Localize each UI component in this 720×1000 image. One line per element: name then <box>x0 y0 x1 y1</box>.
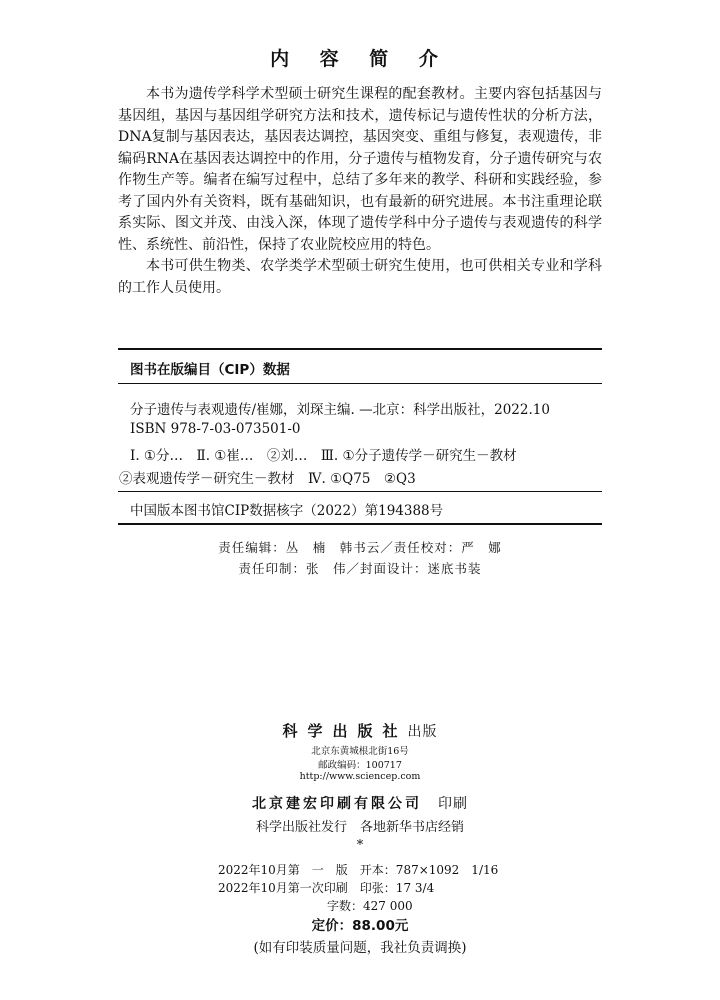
publisher-action: 出版 <box>407 724 438 740</box>
cip-heading: 图书在版编目（CIP）数据 <box>130 362 290 378</box>
printing-line: 2022年10月第一次印刷 印张：17 3/4 <box>218 881 435 895</box>
publisher-address: 北京东黄城根北街16号 <box>311 746 409 757</box>
distribution-line: 科学出版社发行 各地新华书店经销 <box>255 820 464 835</box>
word-count: 字数：427 000 <box>327 899 413 913</box>
printer-action: 印刷 <box>438 796 468 812</box>
cip-classification: Ⅰ. ①分… Ⅱ. ①崔… ②刘… Ⅲ. ①分子遗传学－研究生－教材 <box>130 448 517 464</box>
divider <box>118 348 602 350</box>
cip-entry: 分子遗传与表观遗传/崔娜，刘琛主编. —北京：科学出版社，2022.10 <box>130 402 550 418</box>
printer-line <box>0 790 720 813</box>
divider <box>118 491 602 492</box>
intro-paragraph: 本书可供生物类、农学类学术型硕士研究生使用，也可供相关专业和学科的工作人员使用。 <box>118 258 602 296</box>
editor-credits: 责任编辑：丛 楠 韩书云／责任校对：严 娜 <box>218 540 502 555</box>
publisher-line <box>0 720 720 741</box>
separator-star: * <box>356 838 364 853</box>
cip-classification: ②表观遗传学－研究生－教材 Ⅳ. ①Q75 ②Q3 <box>119 471 416 487</box>
price: 定价：88.00元 <box>311 918 409 934</box>
cip-isbn: ISBN 978-7-03-073501-0 <box>130 421 301 437</box>
printer-name: 北京建宏印刷有限公司 <box>251 796 422 812</box>
intro-paragraph: 本书为遗传学科学术型硕士研究生课程的配套教材。主要内容包括基因与基因组，基因与基因组学研究方法和技术，遗传标记与遗传性状的分析方法，DNA复制与基因表达，基因表达调控，基因突变、重组与修复，表观遗传，非编码RNA在基因表达调控中的作用，分子遗传与植物发育，分子遗传研究与农作物生产等。编者在编写过程中，总结了多年来的教学、科研和实践经验，参考了国内外有关资料，既有基础知识，也有最新的研究进展。本书注重理论联系实际、图文并茂、由浅入深，体现了遗传学科中分子遗传与表观遗传的科学性、系统性、前沿性，保持了农业院校应用的特色。 <box>118 86 602 253</box>
publisher-name: 科学出版社 <box>282 722 408 740</box>
publisher-url: http://www.sciencep.com <box>299 771 421 782</box>
quality-notice: (如有印装质量问题，我社负责调换) <box>253 940 467 956</box>
production-credits: 责任印制：张 伟／封面设计：迷底书装 <box>238 561 482 576</box>
divider <box>118 523 602 525</box>
publisher-postcode: 邮政编码：100717 <box>318 760 402 771</box>
page-title: 内 容 简 介 <box>270 48 450 70</box>
edition-line: 2022年10月第 一 版 开本：787×1092 1/16 <box>218 863 499 877</box>
cip-record-number: 中国版本图书馆CIP数据核字（2022）第194388号 <box>130 503 444 519</box>
introduction <box>118 84 602 299</box>
divider <box>118 383 602 384</box>
